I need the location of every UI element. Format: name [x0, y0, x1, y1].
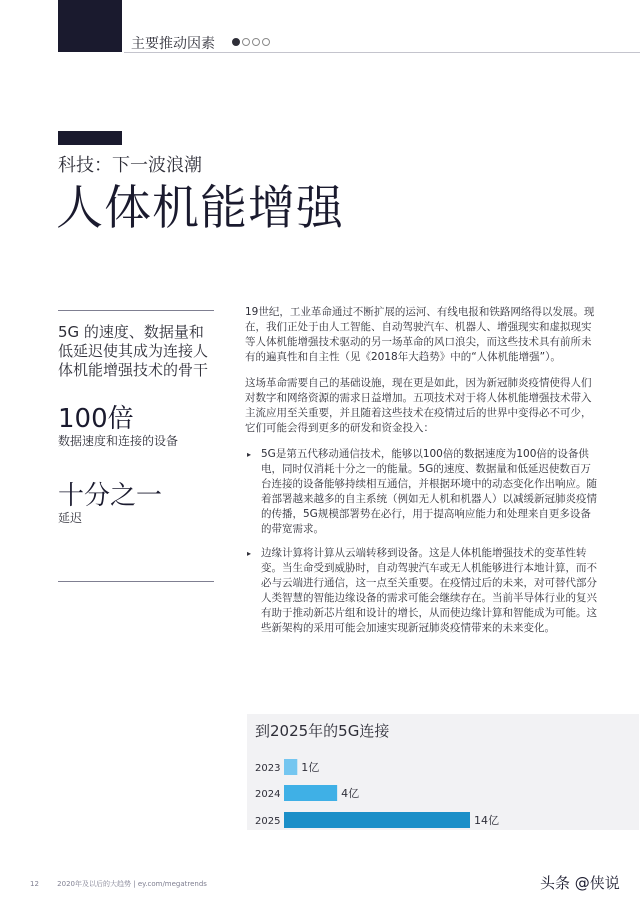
bar — [284, 785, 337, 801]
nav-dot[interactable] — [262, 38, 270, 46]
bullet-item — [245, 546, 600, 636]
category-label: 2023 — [255, 763, 281, 774]
value-label: 14亿 — [474, 814, 499, 827]
footer-separator: | — [133, 880, 138, 888]
chart-canvas — [247, 714, 639, 830]
value-label: 4亿 — [341, 787, 360, 800]
footer-url[interactable]: ey.com/megatrends — [137, 880, 207, 888]
stat-label-speed: 数据速度和连接的设备 — [58, 434, 179, 448]
page-footer — [30, 879, 207, 889]
bullet-text: 5G是第五代移动通信技术，能够以100倍的数据速度为100倍的设备供电，同时仅消耗十分之一的能量。5G的速度、数据量和低延迟使数百万台连接的设备能够持续相互通信，并根据环境中的动态变化作出响应。随着部署越来越多的自主系统（例如无人机和机器人）以减缓新冠肺炎疫情的传播，5G规模部署势在必行，用于提高响应能力和处理来自更多设备的带宽需求。 — [261, 448, 597, 535]
sidebar-bottom-divider — [58, 581, 214, 582]
bullet-text: 边缘计算将计算从云端转移到设备。这是人体机能增强技术的变革性转变。当生命受到威胁时，自动驾驶汽车或无人机能够进行本地计算，而不必与云端进行通信，这一点至关重要。在疫情过后的未来，对可替代部分人类智慧的智能边缘设备的需求可能会继续存在。当前半导体行业的复兴有助于推动新芯片组和设计的增长，从而使边缘计算和智能成为可能。这些新架构的采用可能会加速实现新冠肺炎疫情带来的未来变化。 — [261, 547, 597, 634]
body-paragraph: 这场革命需要自己的基础设施，现在更是如此，因为新冠肺炎疫情使得人们对数字和网络资源的需求日益增加。五项技术对于将人体机能增强技术带入主流应用至关重要，并且随着这些技术在疫情过后的世界中变得必不可少，它们可能会得到更多的研发和资金投入： — [245, 377, 592, 434]
article-body — [245, 305, 600, 645]
bullet-arrow-icon: ▸ — [247, 450, 252, 459]
value-label: 1亿 — [301, 761, 320, 774]
nav-dot[interactable] — [242, 38, 250, 46]
bullet-arrow-icon: ▸ — [247, 549, 252, 558]
pull-quote: 5G 的速度、数据量和低延迟使其成为连接人体机能增强技术的骨干 — [58, 323, 209, 379]
header-divider — [124, 52, 640, 53]
body-paragraph: 19世纪，工业革命通过不断扩展的运河、有线电报和铁路网络得以发展。现在，我们正处于由人工智能、自动驾驶汽车、机器人、增强现实和虚拟现实等人体机能增强技术驱动的另一场革命的风口浪尖，而这些技术具有前所未有的遍真性和自主性（见《2018年大趋势》中的“人体机能增强”）。 — [245, 306, 595, 363]
nav-dot[interactable] — [252, 38, 260, 46]
5g-connections-chart — [247, 714, 639, 830]
corner-brand-block — [58, 0, 122, 52]
page-nav-dots — [232, 38, 270, 46]
nav-dot-active[interactable] — [232, 38, 240, 46]
bullet-item — [245, 447, 600, 537]
stat-value-speed: 100倍 — [58, 404, 134, 434]
footer-publication: 2020年及以后的大趋势 — [57, 880, 131, 888]
stat-value-latency: 十分之一 — [58, 481, 163, 511]
sidebar-top-divider — [58, 310, 214, 311]
watermark: 头条 @侠说 — [540, 874, 620, 892]
section-title: 主要推动因素 — [131, 36, 215, 52]
chart-title: 到2025年的5G连接 — [255, 722, 390, 740]
bar — [284, 812, 470, 828]
category-label: 2025 — [255, 816, 281, 827]
page-title: 人体机能增强 — [56, 181, 344, 236]
category-label: 2024 — [255, 789, 281, 800]
stat-label-latency: 延迟 — [58, 511, 83, 525]
section-kicker: 科技：下一波浪潮 — [58, 155, 202, 176]
bar — [284, 759, 297, 775]
page-number: 12 — [30, 880, 39, 888]
title-accent-bar — [58, 131, 122, 145]
